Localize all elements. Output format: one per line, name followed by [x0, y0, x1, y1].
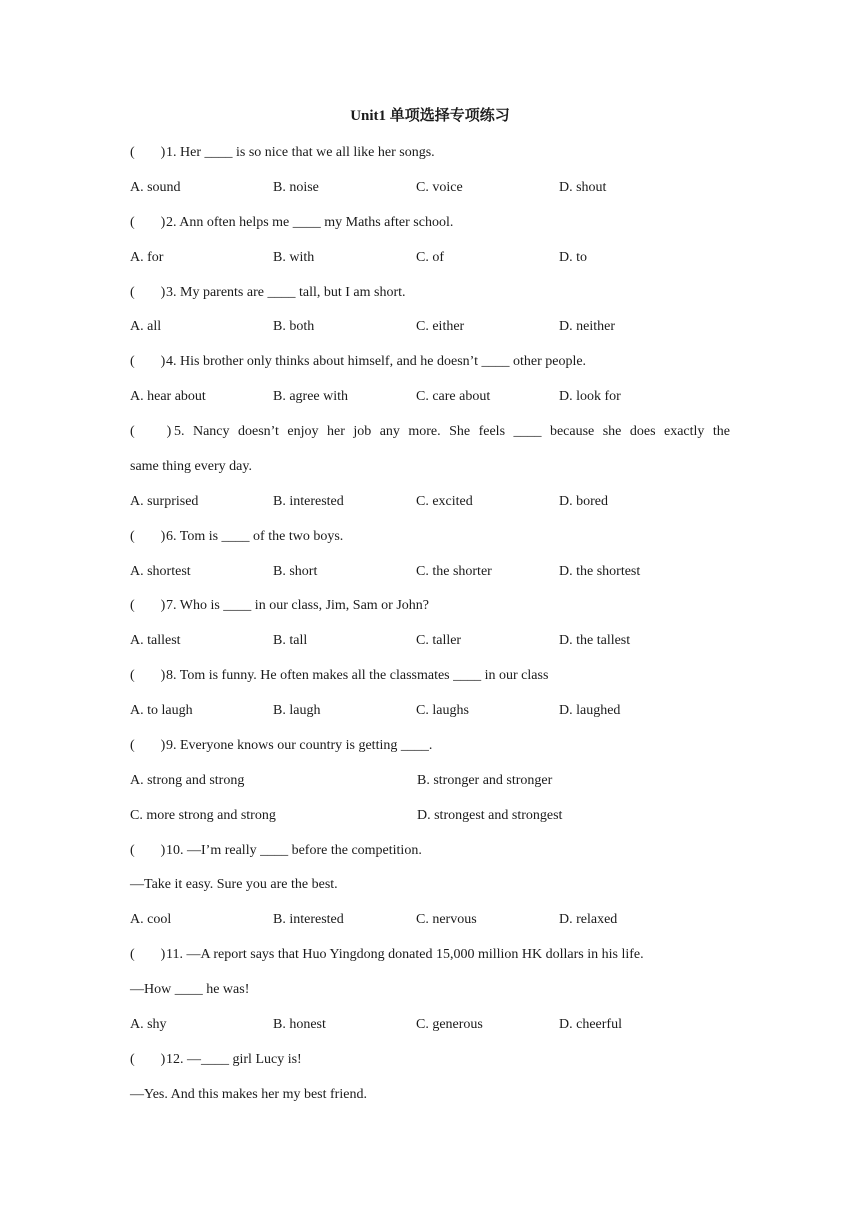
options-1 [130, 178, 730, 198]
question-4 [130, 352, 730, 372]
option-c: C. nervous [416, 912, 477, 927]
answer-blank: ( ) [130, 1052, 166, 1067]
page-title: Unit1 单项选择专项练习 [350, 108, 510, 124]
option-a: A. all [130, 319, 162, 334]
option-b: B. tall [273, 633, 308, 648]
question-continuation: —Yes. And this makes her my best friend. [130, 1087, 367, 1102]
options-11 [130, 1015, 730, 1035]
option-c: C. laughs [416, 703, 469, 718]
option-c: C. voice [416, 180, 463, 195]
options-9-row-2 [130, 806, 730, 826]
option-d: D. cheerful [559, 1017, 622, 1032]
question-continuation: —How ____ he was! [130, 982, 250, 997]
option-a: A. to laugh [130, 703, 193, 718]
option-b: B. agree with [273, 389, 349, 404]
options-2 [130, 248, 730, 268]
option-d: D. to [559, 250, 587, 265]
question-1 [130, 143, 730, 163]
question-text: 5. Nancy doesn’t enjoy her job any more. She feels ____ because she does exactly the [174, 424, 730, 439]
answer-blank: ( ) [130, 354, 166, 369]
options-4 [130, 387, 730, 407]
option-a: A. surprised [130, 494, 199, 509]
question-text: 7. Who is ____ in our class, Jim, Sam or John? [166, 598, 430, 613]
option-b: B. interested [273, 912, 344, 927]
answer-blank: ( ) [130, 529, 166, 544]
options-3 [130, 317, 730, 337]
option-b: B. with [273, 250, 315, 265]
question-9 [130, 736, 730, 756]
question-continuation: same thing every day. [130, 459, 252, 474]
option-b: B. both [273, 319, 315, 334]
question-text: 3. My parents are ____ tall, but I am short. [166, 285, 406, 300]
options-8 [130, 701, 730, 721]
answer-blank: ( ) [130, 738, 166, 753]
question-text: 6. Tom is ____ of the two boys. [166, 529, 344, 544]
option-d: D. shout [559, 180, 607, 195]
option-d: D. strongest and strongest [417, 808, 563, 823]
option-a: A. for [130, 250, 164, 265]
option-b: B. noise [273, 180, 319, 195]
options-6 [130, 562, 730, 582]
option-a: A. hear about [130, 389, 206, 404]
question-10 [130, 841, 730, 861]
answer-blank: ( ) [130, 668, 166, 683]
options-7 [130, 631, 730, 651]
question-text: 11. —A report says that Huo Yingdong donated 15,000 million HK dollars in his life. [166, 947, 644, 962]
options-10 [130, 910, 730, 930]
option-b: B. interested [273, 494, 344, 509]
option-c: C. of [416, 250, 444, 265]
question-text: 9. Everyone knows our country is getting ____. [166, 738, 433, 753]
option-c: C. more strong and strong [130, 808, 276, 823]
question-8 [130, 666, 730, 686]
question-text: 12. —____ girl Lucy is! [166, 1052, 302, 1067]
question-text: 1. Her ____ is so nice that we all like her songs. [166, 145, 435, 160]
option-c: C. excited [416, 494, 473, 509]
question-6 [130, 527, 730, 547]
option-c: C. generous [416, 1017, 483, 1032]
answer-blank: ( ) [130, 598, 166, 613]
question-3 [130, 283, 730, 303]
option-d: D. look for [559, 389, 621, 404]
option-a: A. shortest [130, 564, 191, 579]
answer-blank: ( ) [130, 843, 166, 858]
option-c: C. care about [416, 389, 491, 404]
option-c: C. taller [416, 633, 462, 648]
option-d: D. relaxed [559, 912, 618, 927]
option-c: C. the shorter [416, 564, 492, 579]
option-b: B. stronger and stronger [417, 773, 553, 788]
option-d: D. the shortest [559, 564, 641, 579]
option-d: D. laughed [559, 703, 621, 718]
option-a: A. cool [130, 912, 172, 927]
answer-blank: ( ) [130, 424, 172, 439]
question-text: 2. Ann often helps me ____ my Maths after school. [166, 215, 454, 230]
question-text: 10. —I’m really ____ before the competition. [166, 843, 422, 858]
question-continuation: —Take it easy. Sure you are the best. [130, 877, 338, 892]
question-12 [130, 1050, 730, 1070]
option-d: D. bored [559, 494, 608, 509]
question-11 [130, 945, 730, 965]
option-d: D. neither [559, 319, 615, 334]
answer-blank: ( ) [130, 215, 166, 230]
answer-blank: ( ) [130, 145, 166, 160]
question-text: 8. Tom is funny. He often makes all the classmates ____ in our class [166, 668, 549, 683]
option-b: B. honest [273, 1017, 326, 1032]
option-a: A. strong and strong [130, 773, 245, 788]
option-a: A. tallest [130, 633, 181, 648]
question-5 [130, 422, 730, 442]
answer-blank: ( ) [130, 947, 166, 962]
question-7 [130, 596, 730, 616]
option-a: A. sound [130, 180, 181, 195]
question-2 [130, 213, 730, 233]
option-d: D. the tallest [559, 633, 631, 648]
question-text: 4. His brother only thinks about himself, and he doesn’t ____ other people. [166, 354, 587, 369]
option-b: B. short [273, 564, 318, 579]
option-a: A. shy [130, 1017, 167, 1032]
option-b: B. laugh [273, 703, 321, 718]
options-9-row-1 [130, 771, 730, 791]
option-c: C. either [416, 319, 465, 334]
answer-blank: ( ) [130, 285, 166, 300]
options-5 [130, 492, 730, 512]
